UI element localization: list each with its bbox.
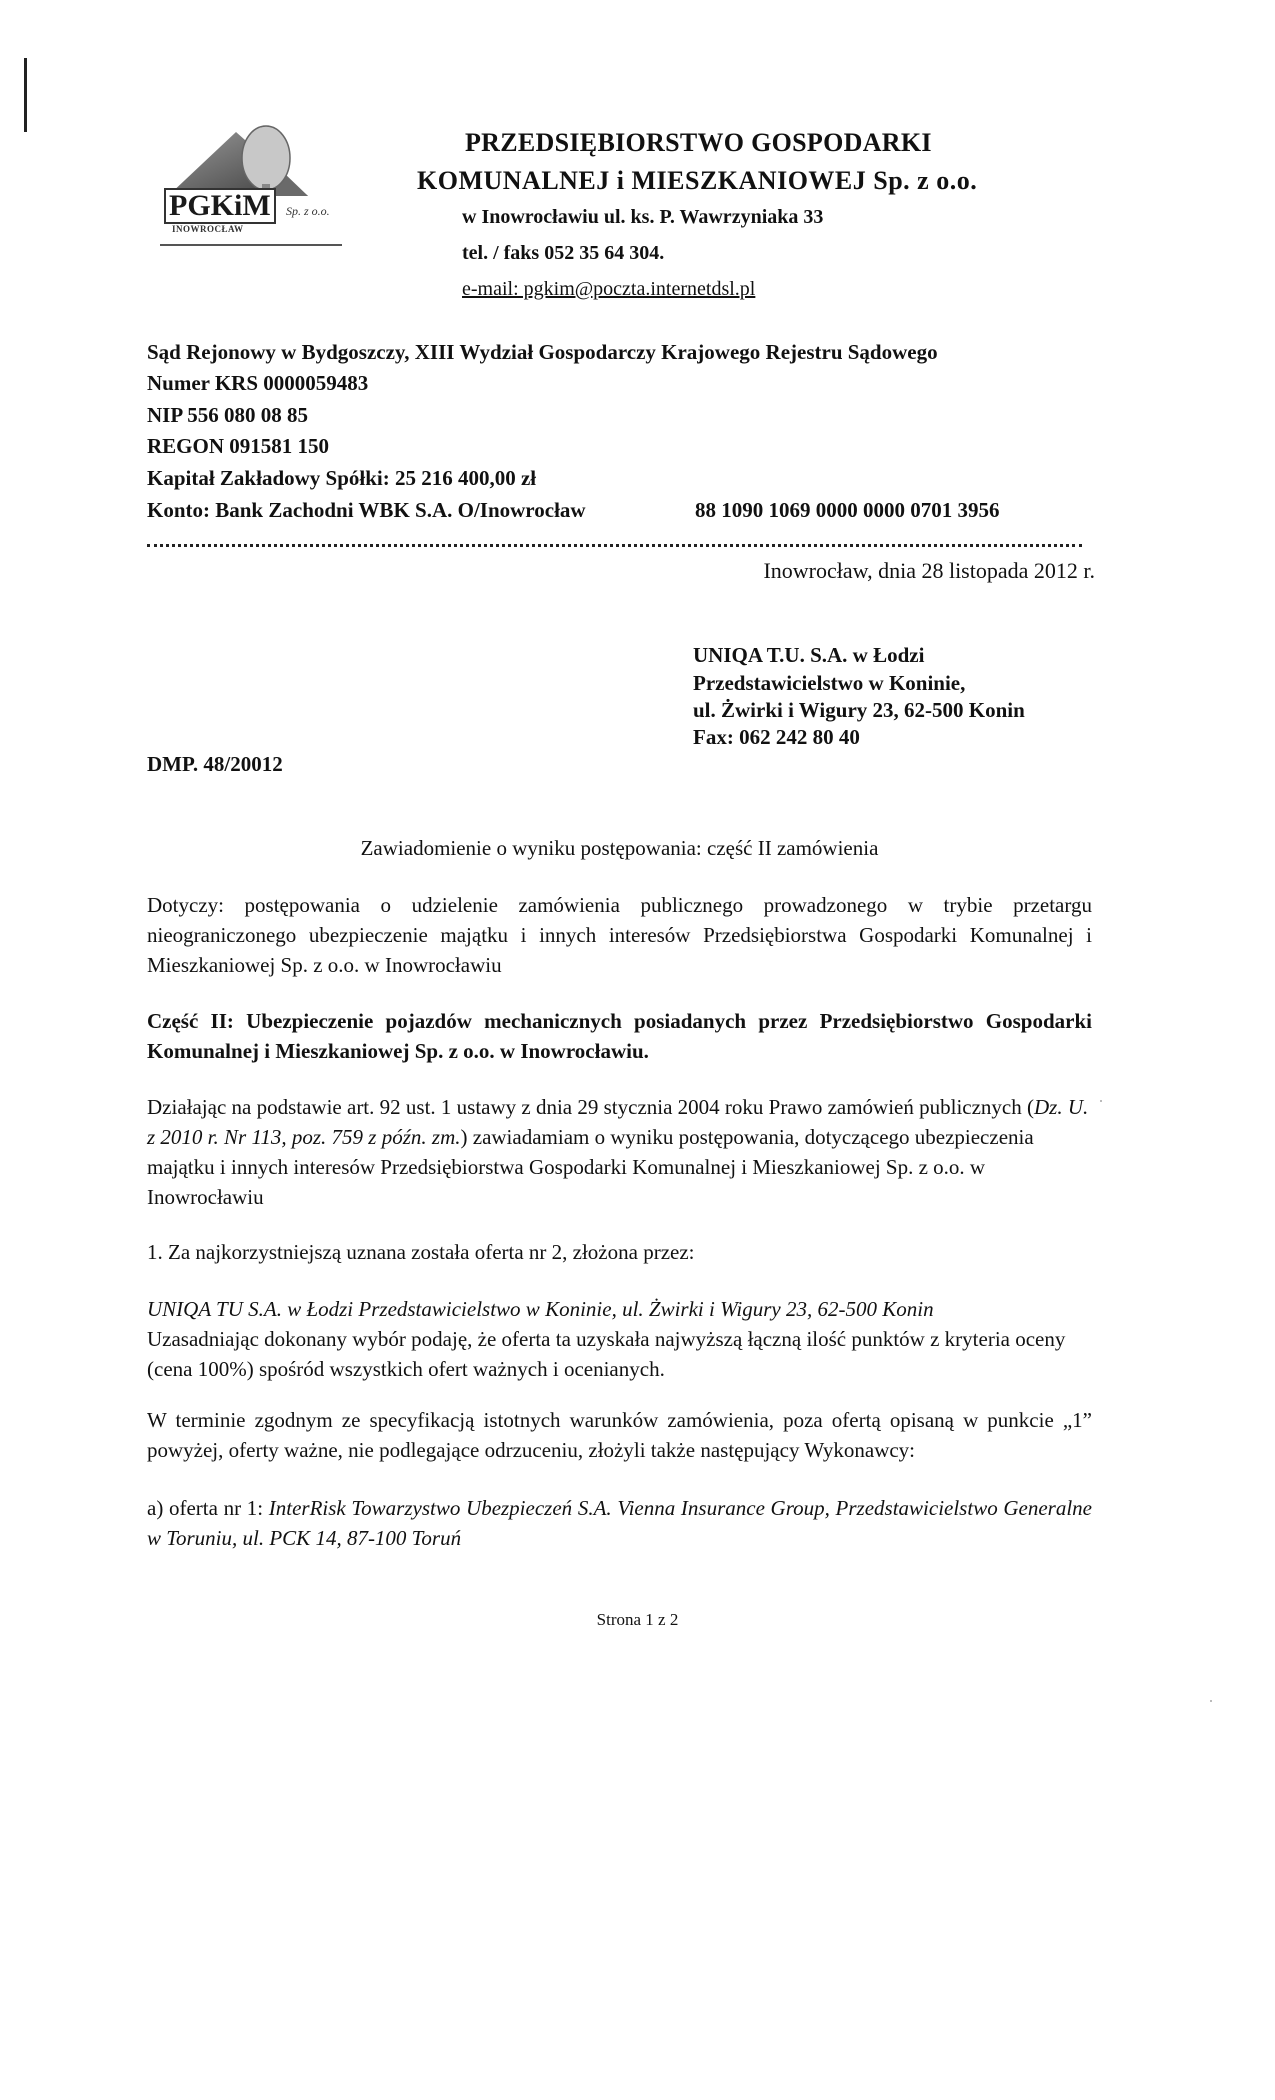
logo-wordmark: PGKiM bbox=[164, 188, 276, 224]
krs-number: Numer KRS 0000059483 bbox=[147, 371, 369, 395]
company-phone: tel. / faks 052 35 64 304. bbox=[462, 242, 665, 264]
justification-paragraph: Uzasadniając dokonany wybór podaję, że oferta ta uzyskała najwyższą łączną ilość punktów z kryteria oceny (cena 100%) spośród wszystkich ofert ważnych i ocenianych. bbox=[147, 1327, 1066, 1381]
company-name-line2: KOMUNALNEJ i MIESZKANIOWEJ Sp. z o.o. bbox=[417, 166, 978, 195]
scan-speck bbox=[1210, 1700, 1212, 1702]
logo-underline bbox=[160, 244, 342, 246]
logo-suffix: Sp. z o.o. bbox=[286, 204, 330, 218]
scan-speck bbox=[1100, 1100, 1102, 1102]
place-and-date: Inowrocław, dnia 28 listopada 2012 r. bbox=[763, 558, 1095, 583]
court-register: Sąd Rejonowy w Bydgoszczy, XIII Wydział Gospodarczy Krajowego Rejestru Sądowego bbox=[147, 340, 938, 364]
nip-number: NIP 556 080 08 85 bbox=[147, 403, 309, 427]
scan-margin-mark bbox=[24, 58, 27, 132]
offer-label: a) oferta nr 1: bbox=[147, 1496, 269, 1520]
legal-basis-after: ) zawiadamiam o wyniku postępowania, dotyczącego ubezpieczenia majątku i innych interesów Przedsiębiorstwa Gospodarki Komunalnej i Mieszkaniowej Sp. z o.o. w Inowrocławiu bbox=[147, 1125, 1034, 1209]
recipient-line3: ul. Żwirki i Wigury 23, 62-500 Konin bbox=[693, 698, 1025, 722]
offer-bidder: InterRisk Towarzystwo Ubezpieczeń S.A. Vienna Insurance Group, Przedstawicielstwo Generalne w Toruniu, ul. PCK 14, 87-100 Toruń bbox=[147, 1496, 1092, 1550]
legal-basis-paragraph bbox=[147, 1092, 1092, 1212]
point-1: 1. Za najkorzystniejszą uznana została oferta nr 2, złożona przez: bbox=[147, 1240, 695, 1264]
legal-basis-before: Działając na podstawie art. 92 ust. 1 ustawy z dnia 29 stycznia 2004 roku Prawo zamówień publicznych ( bbox=[147, 1095, 1034, 1119]
bank-account-label: Konto: Bank Zachodni WBK S.A. O/Inowrocław bbox=[147, 498, 586, 522]
dotted-separator bbox=[147, 544, 1082, 547]
company-name-line1: PRZEDSIĘBIORSTWO GOSPODARKI bbox=[465, 128, 932, 157]
recipient-line1: UNIQA T.U. S.A. w Łodzi bbox=[693, 643, 925, 667]
other-offer-item bbox=[147, 1493, 1092, 1553]
winning-bidder: UNIQA TU S.A. w Łodzi Przedstawicielstwo w Koninie, ul. Żwirki i Wigury 23, 62-500 Konin bbox=[147, 1297, 934, 1321]
company-logo bbox=[158, 124, 348, 246]
reference-number: DMP. 48/20012 bbox=[147, 752, 283, 776]
letter-subject: Zawiadomienie o wyniku postępowania: część II zamówienia bbox=[360, 836, 879, 860]
bank-account-number: 88 1090 1069 0000 0000 0701 3956 bbox=[695, 498, 1000, 522]
concerns-paragraph: Dotyczy: postępowania o udzielenie zamówienia publicznego prowadzonego w trybie przetargu nieograniczonego ubezpieczenie majątku i innych interesów Przedsiębiorstwa Gospodarki Komunalnej i Mieszkaniowej Sp. z o.o. w Inowrocławiu bbox=[147, 893, 1092, 977]
page-number: Strona 1 z 2 bbox=[596, 1610, 679, 1629]
other-offers-intro: W terminie zgodnym ze specyfikacją istotnych warunków zamówienia, poza ofertą opisaną w punkcie „1” powyżej, oferty ważne, nie podlegające odrzuceniu, złożyli także następujący Wykonawcy: bbox=[147, 1408, 1092, 1462]
company-address: w Inowrocławiu ul. ks. P. Wawrzyniaka 33 bbox=[462, 206, 824, 228]
legal-citation: Dz. U. z 2010 r. Nr 113, poz. 759 z późn. zm. bbox=[147, 1095, 1089, 1149]
part-title: Część II: Ubezpieczenie pojazdów mechanicznych posiadanych przez Przedsiębiorstwo Gospodarki Komunalnej i Mieszkaniowej Sp. z o.o. w Inowrocławiu. bbox=[147, 1009, 1092, 1063]
share-capital: Kapitał Zakładowy Spółki: 25 216 400,00 zł bbox=[147, 466, 537, 490]
regon-number: REGON 091581 150 bbox=[147, 434, 330, 458]
company-email-link[interactable]: e-mail: pgkim@poczta.internetdsl.pl bbox=[462, 278, 756, 300]
logo-city: INOWROCŁAW bbox=[172, 224, 244, 234]
recipient-line2: Przedstawicielstwo w Koninie, bbox=[693, 671, 966, 695]
recipient-fax: Fax: 062 242 80 40 bbox=[693, 725, 860, 749]
